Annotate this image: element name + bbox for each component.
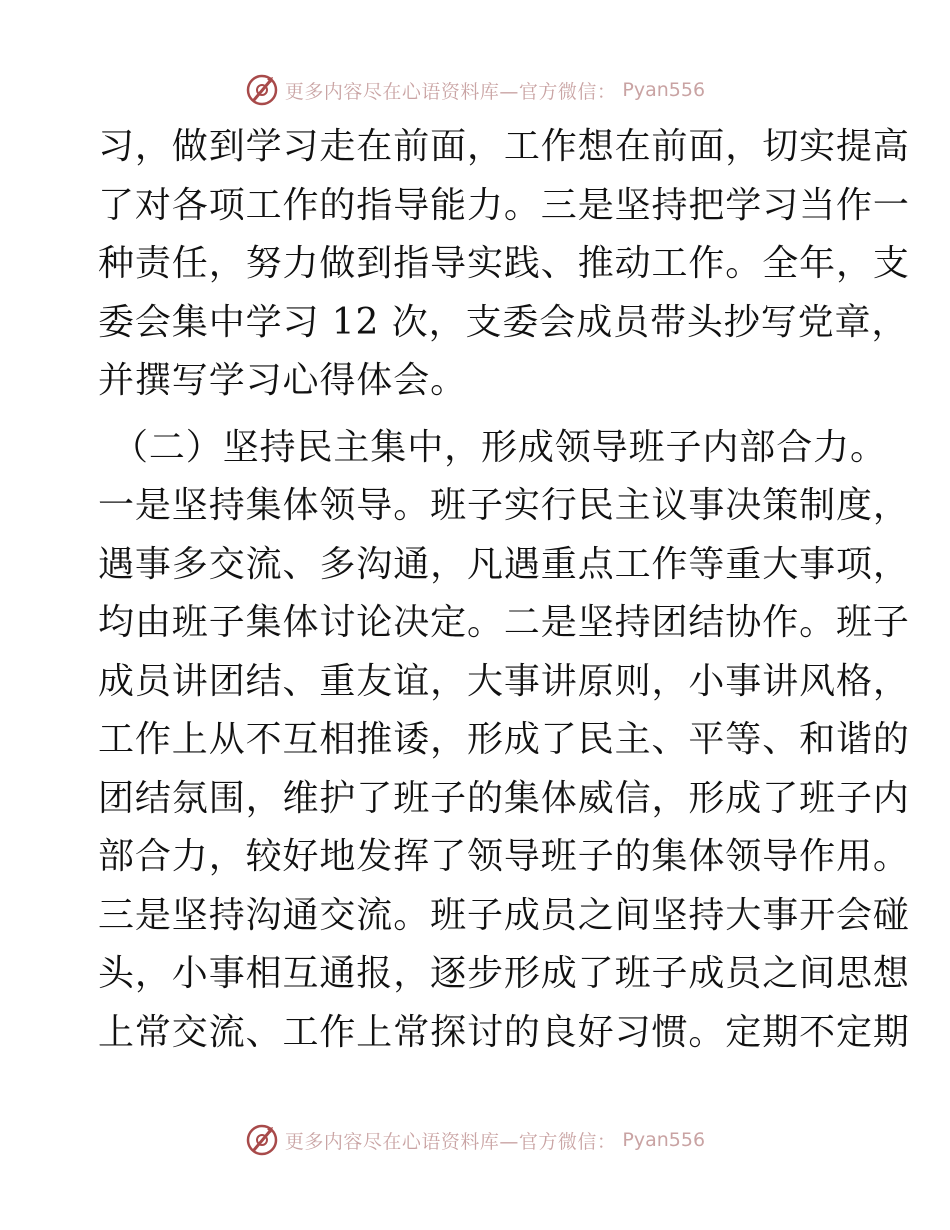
text-line: 委会集中学习 12 次，支委会成员带头抄写党章， (98, 301, 909, 343)
text-line: 均由班子集体讨论决定。二是坚持团结协作。班子 (98, 602, 910, 643)
watermark-contact: Pyan556 (622, 1129, 706, 1151)
text-line: 上常交流、工作上常探讨的良好习惯。定期不定期 (98, 1011, 910, 1053)
footer-watermark (0, 1120, 950, 1160)
watermark-text: 更多内容尽在心语资料库—官方微信： (284, 1130, 617, 1153)
text-line: 团结氛围，维护了班子的集体威信，形成了班子内 (98, 777, 910, 819)
text-line: 成员讲团结、重友谊，大事讲原则，小事讲风格， (98, 660, 910, 702)
watermark-text: 更多内容尽在心语资料库—官方微信： (284, 80, 617, 103)
text-line: 并撰写学习心得体会。 (98, 360, 468, 401)
text-line: 工作上从不互相推诿，形成了民主、平等、和谐的 (98, 719, 910, 760)
text-line: 种责任，努力做到指导实践、推动工作。全年，支 (98, 243, 910, 284)
text-line: 习，做到学习走在前面，工作想在前面，切实提高 (98, 126, 910, 167)
text-line: 三是坚持沟通交流。班子成员之间坚持大事开会碰 (98, 894, 910, 936)
section-heading: （二）坚持民主集中，形成领导班子内部合力。 (112, 426, 887, 468)
text-line: 部合力，较好地发挥了领导班子的集体领导作用。 (98, 836, 910, 877)
text-line: 遇事多交流、多沟通，凡遇重点工作等重大事项， (98, 543, 910, 585)
document-body (98, 118, 910, 1062)
seal-logo-icon (245, 73, 279, 107)
paragraph-2 (98, 419, 910, 1063)
watermark-contact: Pyan556 (622, 79, 706, 101)
text-line: 了对各项工作的指导能力。三是坚持把学习当作一 (98, 184, 910, 226)
text-line: 一是坚持集体领导。班子实行民主议事决策制度， (98, 485, 910, 526)
header-watermark (0, 70, 950, 110)
text-line: 头，小事相互通报，逐步形成了班子成员之间思想 (98, 953, 910, 994)
seal-logo-icon (245, 1123, 279, 1157)
paragraph-1 (98, 118, 910, 411)
